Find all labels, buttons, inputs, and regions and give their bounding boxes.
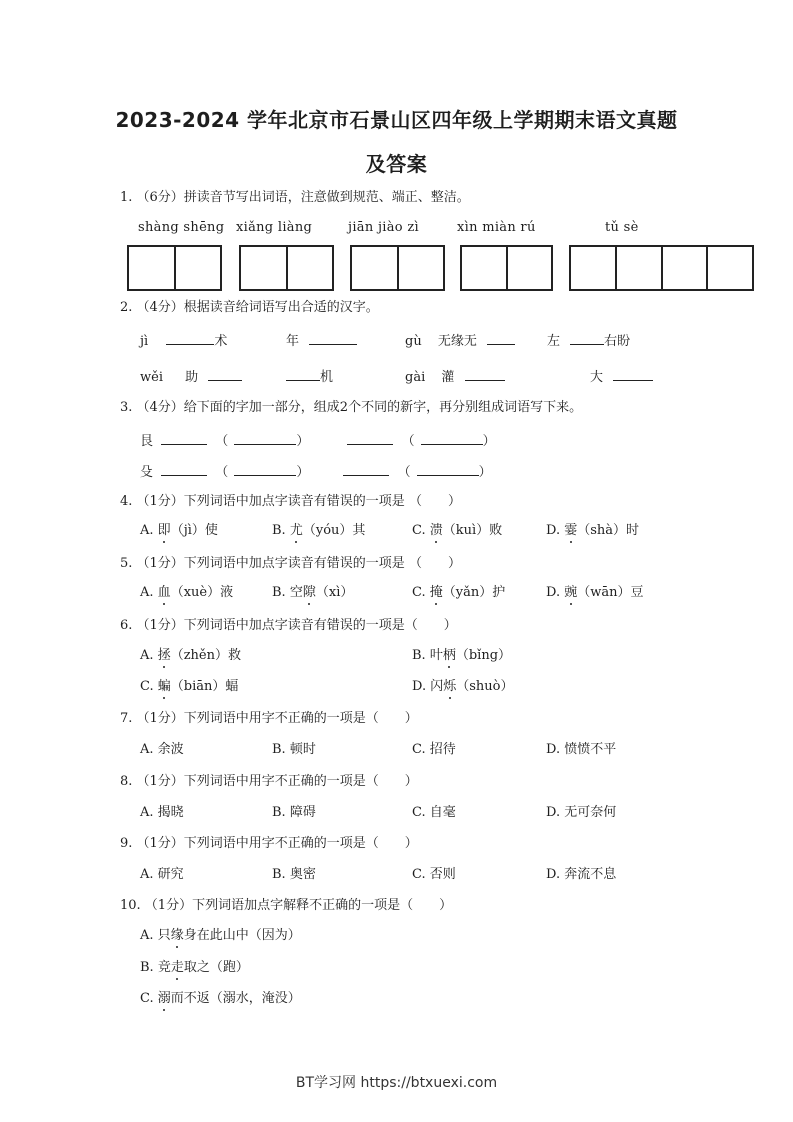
q2-blank-8[interactable] xyxy=(613,368,653,381)
q9-option-b[interactable]: B. 奥密 xyxy=(272,867,316,882)
q7-option-d[interactable]: D. 愤愤不平 xyxy=(546,742,617,757)
q6-option-d[interactable]: D. 闪烁（shuò） xyxy=(412,679,514,694)
question-6-stem: 6. （1分）下列词语中加点字读音有错误的一项是（ ） xyxy=(120,618,457,633)
q2-blank-3[interactable] xyxy=(487,332,515,345)
q3-blank-2b[interactable] xyxy=(234,463,296,476)
q9-option-a[interactable]: A. 研究 xyxy=(140,867,184,882)
q7-option-c[interactable]: C. 招待 xyxy=(412,742,456,757)
answer-box-group-3[interactable] xyxy=(350,245,445,291)
q2-text-nian: 年 xyxy=(286,334,300,349)
q2-text-jimachine: 机 xyxy=(320,370,334,385)
q2-pinyin-gu: gù xyxy=(405,334,422,349)
page-title-line-2: 及答案 xyxy=(365,152,428,176)
q2-item-wei xyxy=(140,368,242,386)
question-9-stem: 9. （1分）下列词语中用字不正确的一项是（ ） xyxy=(120,836,418,851)
q3-row-2: 殳 （ ） （ ） xyxy=(140,465,492,480)
q2-text-guan: 灌 xyxy=(441,370,455,385)
q6-option-c[interactable]: C. 蝙（biān）蝠 xyxy=(140,679,239,694)
q2-blank-1[interactable] xyxy=(166,332,214,345)
q3-blank-1c[interactable] xyxy=(347,432,393,445)
question-5-stem: 5. （1分）下列词语中加点字读音有错误的一项是 （ ） xyxy=(120,556,461,571)
q2-blank-4[interactable] xyxy=(570,332,604,345)
q2-item-gai xyxy=(405,368,505,386)
q1-pinyin-2: xiǎng liàng xyxy=(236,220,313,235)
q2-blank-7[interactable] xyxy=(465,368,505,381)
q8-option-d[interactable]: D. 无可奈何 xyxy=(546,805,617,820)
question-8-stem: 8. （1分）下列词语中用字不正确的一项是（ ） xyxy=(120,774,418,789)
q3-char-gen: 艮 xyxy=(140,434,154,449)
q5-option-b[interactable]: B. 空隙（xì） xyxy=(272,585,354,600)
question-2-stem: 2. （4分）根据读音给词语写出合适的汉字。 xyxy=(120,300,379,315)
q10-option-b[interactable]: B. 竞走取之（跑） xyxy=(140,960,249,975)
q2-item-ji2 xyxy=(286,368,333,386)
q8-option-c[interactable]: C. 自毫 xyxy=(412,805,456,820)
q8-option-b[interactable]: B. 障碍 xyxy=(272,805,316,820)
q2-item-zuo xyxy=(547,332,630,350)
q2-blank-5[interactable] xyxy=(208,368,242,381)
q3-row-1: 艮 （ ） （ ） xyxy=(140,434,496,449)
q3-char-shu: 殳 xyxy=(140,465,154,480)
page-title-line-1: 2023-2024 学年北京市石景山区四年级上学期期末语文真题 xyxy=(115,108,678,132)
q2-item-gu xyxy=(405,332,515,350)
question-3-stem: 3. （4分）给下面的字加一部分，组成2个不同的新字，再分别组成词语写下来。 xyxy=(120,400,583,415)
q4-option-a[interactable]: A. 即（jì）使 xyxy=(140,523,218,538)
footer-watermark: BT学习网 https://btxuexi.com xyxy=(295,1075,498,1091)
q2-item-ji xyxy=(140,332,227,350)
answer-box-group-5[interactable] xyxy=(569,245,754,291)
question-7-stem: 7. （1分）下列词语中用字不正确的一项是（ ） xyxy=(120,711,418,726)
q9-option-c[interactable]: C. 否则 xyxy=(412,867,456,882)
q2-pinyin-wei: wěi xyxy=(140,370,163,385)
q2-item-da xyxy=(590,368,653,386)
q2-text-youpan: 右盼 xyxy=(604,334,631,349)
q9-option-d[interactable]: D. 奔流不息 xyxy=(546,867,617,882)
q1-pinyin-5: tǔ sè xyxy=(605,220,639,235)
q8-option-a[interactable]: A. 揭晓 xyxy=(140,805,184,820)
q2-text-shu: 术 xyxy=(214,334,228,349)
q3-blank-1a[interactable] xyxy=(161,432,207,445)
q2-item-nian xyxy=(286,332,357,350)
q5-option-c[interactable]: C. 掩（yǎn）护 xyxy=(412,585,506,600)
q7-option-a[interactable]: A. 余波 xyxy=(140,742,184,757)
q3-blank-2c[interactable] xyxy=(343,463,389,476)
q2-text-zhu: 助 xyxy=(185,370,199,385)
q4-option-d[interactable]: D. 霎（shà）时 xyxy=(546,523,640,538)
q2-text-da: 大 xyxy=(590,370,604,385)
q1-pinyin-1: shàng shēng xyxy=(138,220,225,235)
q3-blank-2a[interactable] xyxy=(161,463,207,476)
q7-option-b[interactable]: B. 顿时 xyxy=(272,742,316,757)
q2-blank-2[interactable] xyxy=(309,332,357,345)
q10-option-c[interactable]: C. 溺而不返（溺水，淹没） xyxy=(140,991,301,1006)
q4-option-c[interactable]: C. 溃（kuì）败 xyxy=(412,523,503,538)
q3-blank-2d[interactable] xyxy=(417,463,479,476)
q1-pinyin-3: jiān jiào zì xyxy=(348,220,419,235)
q5-option-a[interactable]: A. 血（xuè）液 xyxy=(140,585,234,600)
q3-blank-1b[interactable] xyxy=(234,432,296,445)
q1-pinyin-4: xìn miàn rú xyxy=(457,220,536,235)
answer-box-group-2[interactable] xyxy=(239,245,334,291)
q6-option-a[interactable]: A. 拯（zhěn）救 xyxy=(140,648,241,663)
q10-option-a[interactable]: A. 只缘身在此山中（因为） xyxy=(140,928,301,943)
question-1-stem: 1. （6分）拼读音节写出词语，注意做到规范、端正、整洁。 xyxy=(120,190,470,205)
q2-pinyin-gai: gài xyxy=(405,370,426,385)
q4-option-b[interactable]: B. 尤（yóu）其 xyxy=(272,523,366,538)
q2-blank-6[interactable] xyxy=(286,368,320,381)
q2-pinyin-ji: jì xyxy=(140,334,149,349)
q6-option-b[interactable]: B. 叶柄（bǐng） xyxy=(412,648,512,663)
answer-box-group-4[interactable] xyxy=(460,245,553,291)
q2-text-zuo: 左 xyxy=(547,334,561,349)
answer-box-group-1[interactable] xyxy=(127,245,222,291)
question-4-stem: 4. （1分）下列词语中加点字读音有错误的一项是 （ ） xyxy=(120,494,461,509)
q2-text-wuyuanwu: 无缘无 xyxy=(437,334,477,349)
q3-blank-1d[interactable] xyxy=(421,432,483,445)
q5-option-d[interactable]: D. 豌（wān）豆 xyxy=(546,585,644,600)
question-10-stem: 10. （1分）下列词语加点字解释不正确的一项是（ ） xyxy=(120,898,453,913)
